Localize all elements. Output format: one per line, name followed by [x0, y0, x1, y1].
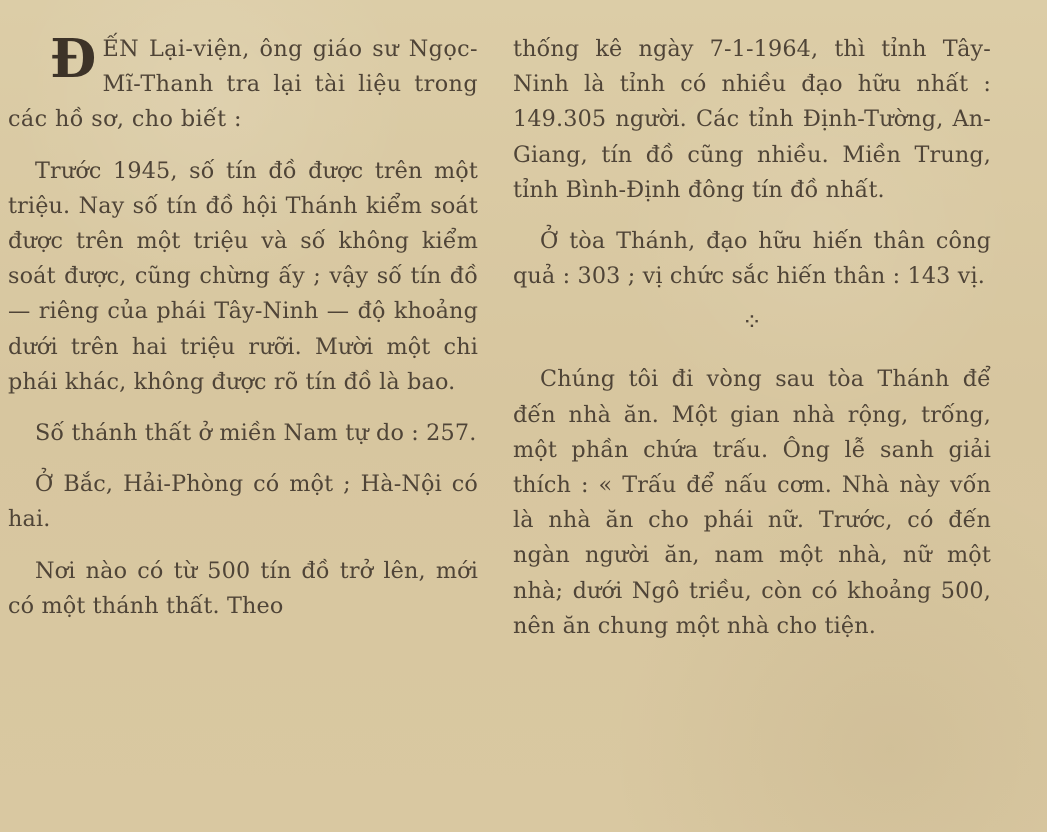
left-paragraph-2: Trước 1945, số tín đồ được trên một triệu. Nay số tín đồ hội Thánh kiểm soát được trên một triệu và số không kiểm soát được, cũng chừng ấy ; vậy số tín đồ — riêng của phái Tây-Ninh — độ khoảng dưới trên hai triệu rưỡi. Mười một chi phái khác, không được rõ tín đồ là bao. [8, 157, 478, 395]
right-paragraph-3: Chúng tôi đi vòng sau tòa Thánh để đến nhà ăn. Một gian nhà rộng, trống, một phần chứa trấu. Ông lễ sanh giải thích : « Trấu để nấu cơm. Nhà này vốn là nhà ăn cho phái nữ. Trước, có đến ngàn người ăn, nam một nhà, nữ một nhà; dưới Ngô triều, còn có khoảng 500, nên ăn chung một nhà cho tiện. [513, 366, 991, 639]
left-paragraph-1-text: ẾN Lại-viện, ông giáo sư Ngọc-Mĩ-Thanh tra lại tài liệu trong các hồ sơ, cho biết : [8, 36, 478, 133]
left-paragraph-3: Số thánh thất ở miền Nam tự do : 257. [35, 420, 477, 447]
drop-cap-letter: Đ [50, 28, 97, 90]
left-paragraph-1 [8, 28, 478, 138]
left-column [8, 28, 478, 640]
right-paragraph-2: Ở tòa Thánh, đạo hữu hiến thân công quả : 303 ; vị chức sắc hiến thân : 143 vị. [513, 228, 991, 290]
left-paragraph-5: Nơi nào có từ 500 tín đồ trở lên, mới có một thánh thất. Theo [8, 557, 478, 619]
right-column [513, 32, 991, 644]
right-paragraph-1: thống kê ngày 7-1-1964, thì tỉnh Tây-Ninh là tỉnh có nhiều đạo hữu nhất : 149.305 người. Các tỉnh Định-Tường, An-Giang, tín đồ cũng nhiều. Miền Trung, tỉnh Bình-Định đông tín đồ nhất. [513, 36, 991, 203]
section-separator: ⁘ [741, 308, 763, 337]
left-paragraph-4: Ở Bắc, Hải-Phòng có một ; Hà-Nội có hai. [8, 471, 478, 533]
